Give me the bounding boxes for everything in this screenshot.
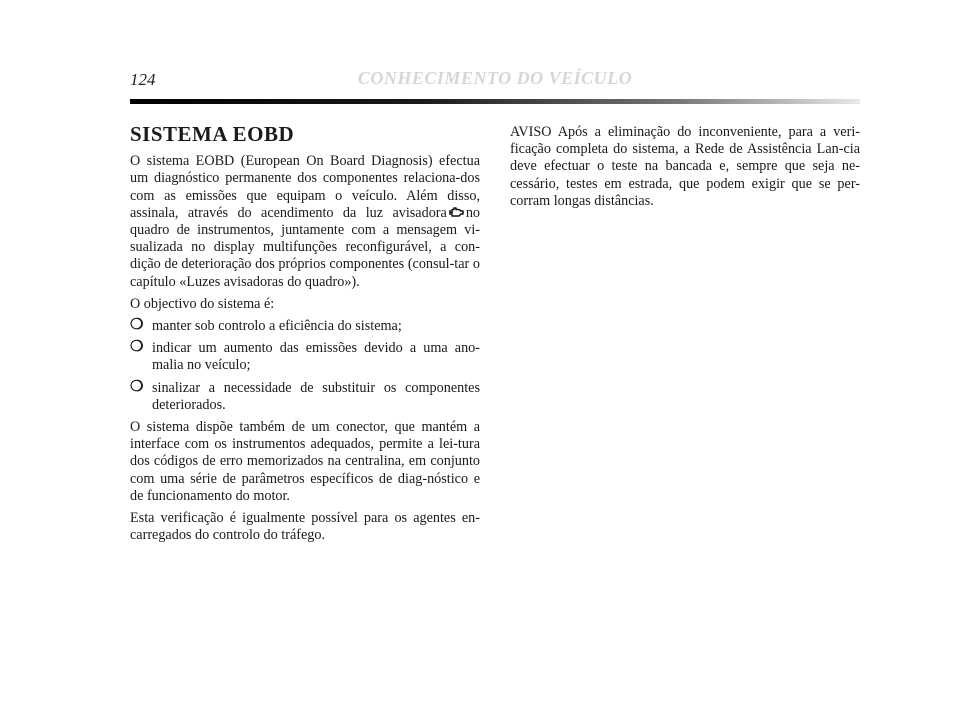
list-item-text: sinalizar a necessidade de substituir os componentes deteriorados. bbox=[152, 379, 480, 413]
objectives-list bbox=[130, 318, 480, 414]
intro-text-start: O sistema EOBD (European On Board Diagnosis) efectua um diagnóstico permanente dos componentes relaciona-dos com as emissões que equipam o veículo. Além disso, assinala, através do acendimento da luz avisadora bbox=[130, 153, 480, 221]
page-header bbox=[130, 70, 860, 94]
list-item bbox=[130, 380, 480, 414]
objective-paragraph: O objectivo do sistema é: bbox=[130, 295, 275, 312]
connector-paragraph: O sistema dispõe também de um conector, que mantém a interface com os instrumentos adequados, permite a lei-tura dos códigos de erro memorizados na centralina, em conjunto com uma série de parâmetros específicos de diag-nóstico e de funcionamento do motor. bbox=[130, 419, 480, 504]
header-rule bbox=[130, 99, 860, 104]
intro-paragraph bbox=[130, 153, 480, 291]
section-title: CONHECIMENTO DO VEÍCULO bbox=[357, 68, 633, 88]
page-number: 124 bbox=[130, 70, 156, 89]
verification-paragraph: Esta verificação é igualmente possível para os agentes en-carregados do controlo do tráfego. bbox=[130, 510, 480, 544]
bullet-icon: ❍ bbox=[130, 317, 144, 334]
list-item-text: manter sob controlo a eficiência do sistema; bbox=[152, 318, 402, 335]
section-heading: SISTEMA EOBD bbox=[130, 122, 295, 146]
bullet-icon: ❍ bbox=[130, 378, 144, 395]
list-item-text: indicar um aumento das emissões devido a uma ano-malia no veículo; bbox=[152, 340, 480, 374]
list-item bbox=[130, 318, 480, 335]
intro-text-end: no quadro de instrumentos, juntamente com a mensagem vi-sualizada no display multifunções reconfigurável, a con-dição de deterioração dos próprios componentes (consul-tar o capítulo «Luzes avisadoras do quadro»). bbox=[130, 204, 480, 290]
bullet-icon: ❍ bbox=[130, 339, 144, 356]
left-column bbox=[130, 122, 480, 549]
engine-warning-icon bbox=[449, 206, 464, 218]
list-item bbox=[130, 340, 480, 374]
right-column bbox=[510, 124, 860, 215]
notice-paragraph: AVISO Após a eliminação do inconveniente, para a veri-ficação completa do sistema, a Rede de Assistência Lan-cia deve efectuar o teste na bancada e, sempre que seja ne-cessário, testes em estrada, que podem exigir que se per-corram longas distâncias. bbox=[510, 124, 860, 209]
